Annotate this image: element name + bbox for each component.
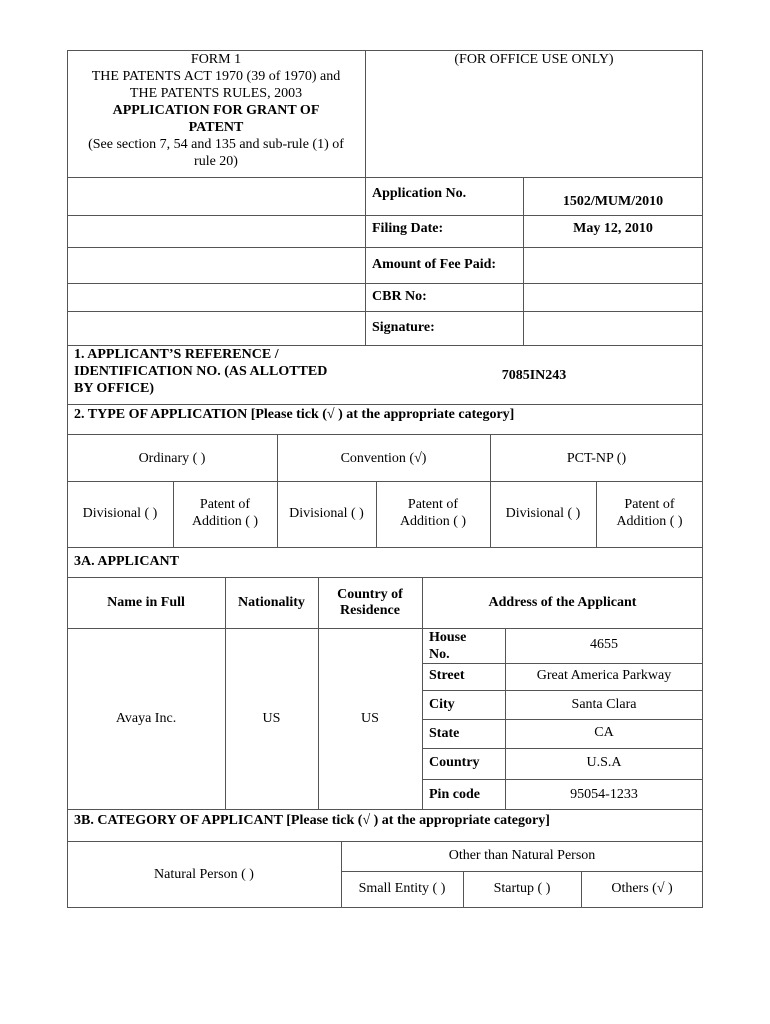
row-line <box>422 663 703 664</box>
row-line <box>67 434 703 435</box>
row-line <box>67 628 703 629</box>
name-column-header: Name in Full <box>107 595 185 610</box>
cbr-no-label: CBR No: <box>372 289 427 304</box>
header-bottom-line <box>67 177 703 178</box>
country-label: Country <box>429 755 480 770</box>
filing-date-label: Filing Date: <box>372 221 444 236</box>
patent-of-addition-line-2: Addition ( ) <box>616 514 683 529</box>
state-value: CA <box>594 725 614 740</box>
row-line <box>67 345 703 346</box>
street-value: Great America Parkway <box>536 668 672 683</box>
applicant-ref-line-1: 1. APPLICANT’S REFERENCE / <box>74 347 279 362</box>
natural-person-option: Natural Person ( ) <box>154 867 254 882</box>
office-use-label: (FOR OFFICE USE ONLY) <box>454 52 614 67</box>
act-line-2: THE PATENTS RULES, 2003 <box>129 86 303 101</box>
signature-label: Signature: <box>372 320 435 335</box>
category-heading: 3B. CATEGORY OF APPLICANT [Please tick (√ ) at the appropriate category] <box>74 813 550 828</box>
patent-of-addition-line-1: Patent of <box>407 497 459 512</box>
applicant-ref-line-2: IDENTIFICATION NO. (AS ALLOTTED <box>74 364 328 379</box>
row-line <box>67 283 703 284</box>
form-number: FORM 1 <box>190 52 242 67</box>
applicant-heading: 3A. APPLICANT <box>74 554 180 569</box>
patent-of-addition-line-1: Patent of <box>199 497 251 512</box>
city-label: City <box>429 697 455 712</box>
other-than-natural-person-label: Other than Natural Person <box>448 848 596 863</box>
residence-column-header-2: Residence <box>340 603 400 618</box>
row-line <box>422 748 703 749</box>
state-label: State <box>429 726 460 741</box>
patent-of-addition-line-1: Patent of <box>624 497 675 512</box>
row-line <box>67 841 703 842</box>
row-line <box>67 809 703 810</box>
section-ref-1: (See section 7, 54 and 135 and sub-rule (1) of <box>88 137 344 152</box>
row-line <box>67 577 703 578</box>
patent-of-addition-line-2: Addition ( ) <box>399 514 467 529</box>
address-column-header: Address of the Applicant <box>488 595 637 610</box>
form-title-2: PATENT <box>188 120 244 135</box>
row-line <box>422 690 703 691</box>
residence-column-header-1: Country of <box>337 587 403 602</box>
patent-of-addition-line-2: Addition ( ) <box>191 514 259 529</box>
small-entity-option: Small Entity ( ) <box>358 881 446 896</box>
row-line <box>422 719 703 720</box>
applicant-ref-value: 7085IN243 <box>501 368 567 383</box>
applicant-nationality: US <box>262 711 281 726</box>
convention-option: Convention (√) <box>340 451 427 466</box>
country-value: U.S.A <box>586 755 622 770</box>
row-line <box>67 215 703 216</box>
divisional-option: Divisional ( ) <box>289 506 364 521</box>
applicant-residence: US <box>361 711 379 726</box>
filing-date-value: May 12, 2010 <box>573 221 653 236</box>
pct-np-option: PCT-NP () <box>566 451 627 466</box>
pin-code-value: 95054-1233 <box>570 787 638 802</box>
divisional-option: Divisional ( ) <box>82 506 158 521</box>
header-divider <box>365 50 366 346</box>
house-label-2: No. <box>429 647 450 662</box>
fee-paid-label: Amount of Fee Paid: <box>372 257 497 272</box>
col-line <box>225 577 226 809</box>
row-line <box>67 311 703 312</box>
house-value: 4655 <box>590 637 618 652</box>
col-line <box>422 577 423 809</box>
row-line <box>67 404 703 405</box>
type-of-application-heading: 2. TYPE OF APPLICATION [Please tick (√ ) at the appropriate category] <box>74 407 515 422</box>
row-line <box>341 871 703 872</box>
divisional-option: Divisional ( ) <box>505 506 581 521</box>
nationality-column-header: Nationality <box>238 595 305 610</box>
ordinary-option: Ordinary ( ) <box>138 451 206 466</box>
application-no-value: 1502/MUM/2010 <box>562 194 664 209</box>
house-label-1: House <box>429 630 467 645</box>
pin-code-label: Pin code <box>429 787 480 802</box>
act-line-1: THE PATENTS ACT 1970 (39 of 1970) and <box>91 69 341 84</box>
startup-option: Startup ( ) <box>493 881 551 896</box>
row-line <box>67 247 703 248</box>
city-value: Santa Clara <box>571 697 637 712</box>
row-line <box>422 779 703 780</box>
row-line <box>67 547 703 548</box>
row-line <box>67 481 703 482</box>
section-ref-2: rule 20) <box>194 154 238 169</box>
others-option: Others (√ ) <box>611 881 673 896</box>
application-no-label: Application No. <box>372 186 467 201</box>
applicant-ref-line-3: BY OFFICE) <box>74 381 154 396</box>
form-title-1: APPLICATION FOR GRANT OF <box>112 103 320 118</box>
street-label: Street <box>429 668 465 683</box>
applicant-name: Avaya Inc. <box>115 711 177 726</box>
